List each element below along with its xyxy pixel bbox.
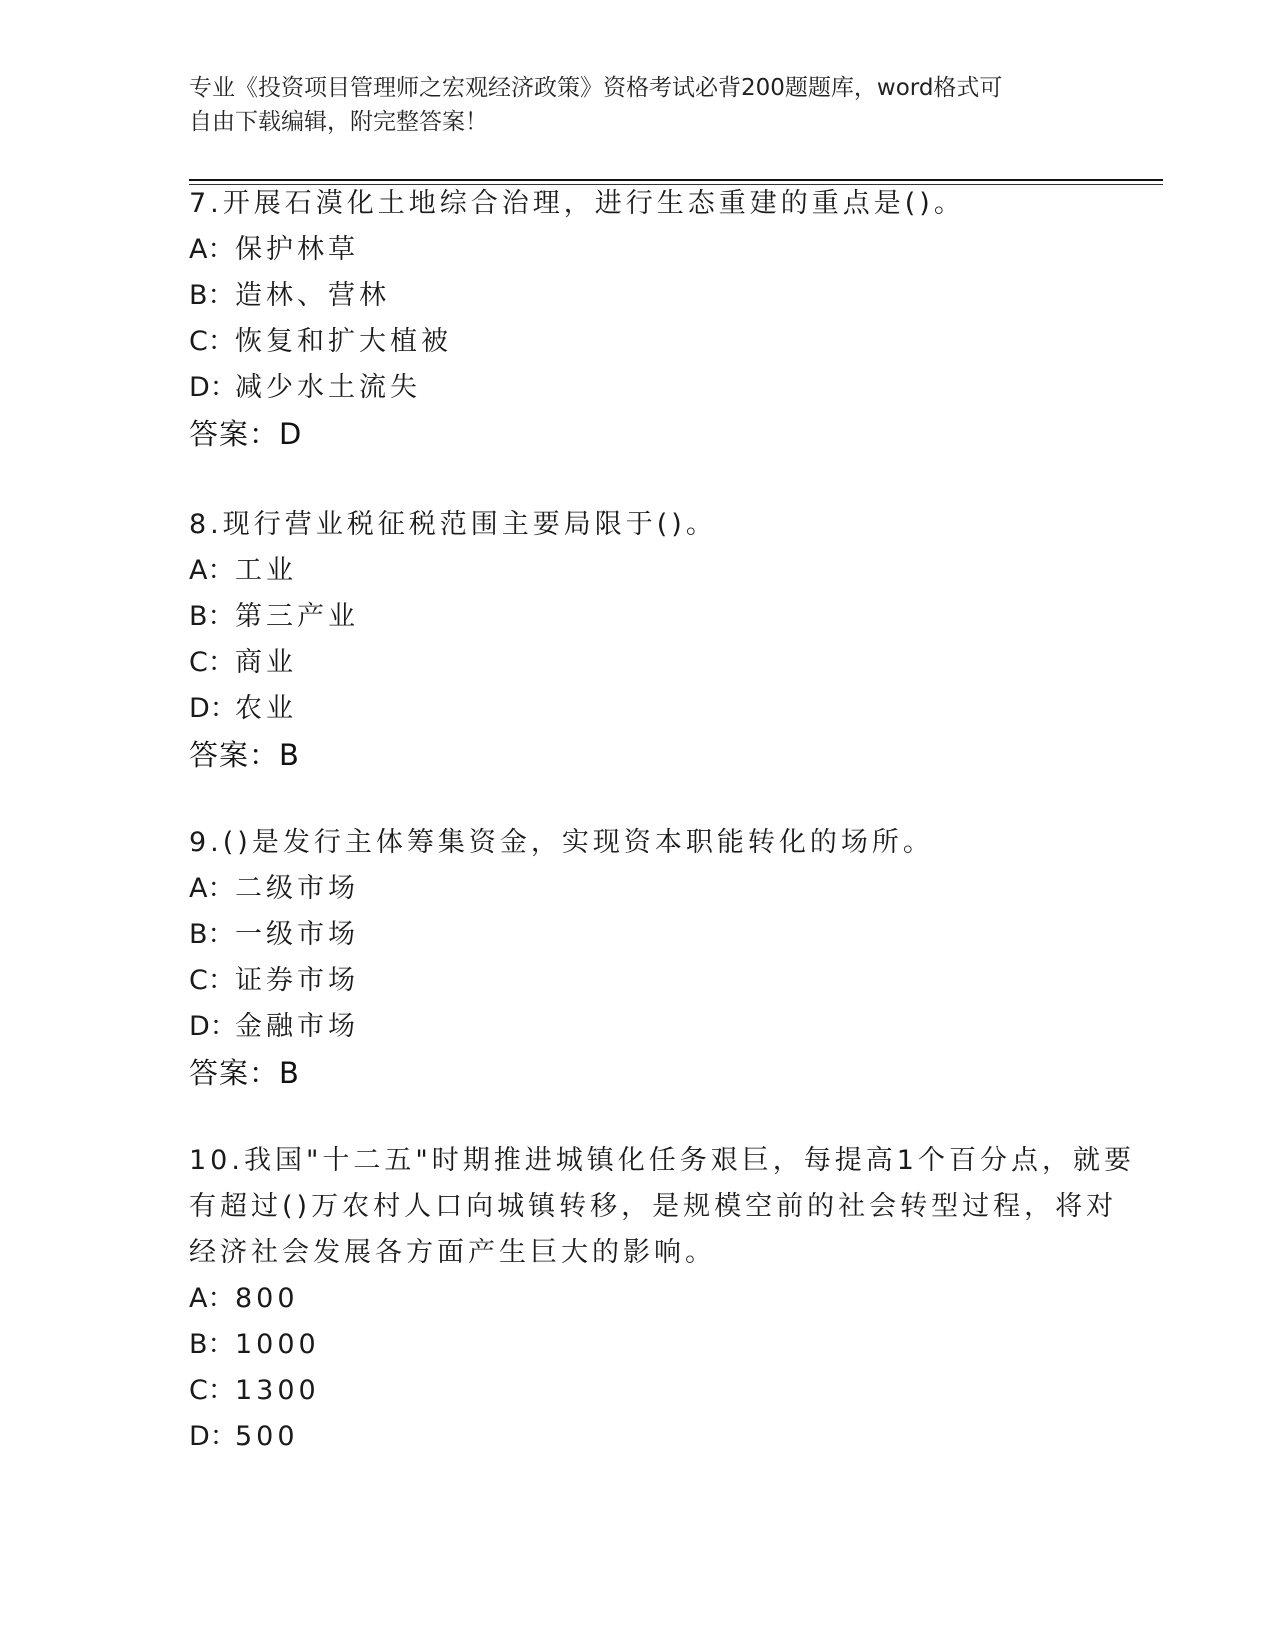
option-a — [189, 866, 1089, 912]
option-key: D： — [189, 372, 237, 403]
option-key: A： — [189, 555, 235, 586]
question-block — [189, 181, 1089, 457]
document-header — [189, 71, 1089, 139]
header-line: 自由下载编辑，附完整答案！ — [189, 109, 488, 135]
answer-label: 答案：D — [189, 417, 303, 451]
option-text: 金融市场 — [235, 1011, 359, 1042]
question-block — [189, 820, 1089, 1096]
question-stem: 经济社会发展各方面产生巨大的影响。 — [189, 1237, 716, 1268]
option-b — [189, 912, 1089, 958]
answer-label: 答案：B — [189, 1056, 300, 1090]
option-text: 证券市场 — [235, 965, 359, 996]
option-text: 恢复和扩大植被 — [235, 326, 452, 357]
option-text: 500 — [235, 1421, 299, 1452]
option-key: D： — [189, 1421, 237, 1452]
option-key: D： — [189, 693, 237, 724]
option-text: 1000 — [235, 1329, 320, 1360]
option-text: 二级市场 — [235, 873, 359, 904]
option-d — [189, 1414, 1089, 1460]
option-d — [189, 1004, 1089, 1050]
question-stem: 10.我国"十二五"时期推进城镇化任务艰巨，每提高1个百分点，就要 — [189, 1145, 1135, 1176]
option-text: 1300 — [235, 1375, 320, 1406]
question-block — [189, 502, 1089, 778]
option-text: 减少水土流失 — [235, 372, 421, 403]
option-a — [189, 1276, 1089, 1322]
option-text: 800 — [235, 1283, 299, 1314]
option-a — [189, 548, 1089, 594]
option-key: B： — [189, 601, 235, 632]
option-d — [189, 365, 1089, 411]
option-c — [189, 319, 1089, 365]
option-key: A： — [189, 1283, 235, 1314]
option-key: C： — [189, 1375, 235, 1406]
header-line: 专业《投资项目管理师之宏观经济政策》资格考试必背200题题库，word格式可 — [189, 75, 1003, 101]
option-key: B： — [189, 919, 235, 950]
option-key: C： — [189, 326, 235, 357]
option-key: A： — [189, 873, 235, 904]
option-text: 工业 — [235, 555, 297, 586]
option-d — [189, 686, 1089, 732]
option-key: A： — [189, 234, 235, 265]
option-text: 保护林草 — [235, 234, 359, 265]
option-key: C： — [189, 965, 235, 996]
option-text: 造林、营林 — [235, 280, 390, 311]
question-stem: 有超过()万农村人口向城镇转移，是规模空前的社会转型过程，将对 — [189, 1191, 1118, 1222]
option-text: 第三产业 — [235, 601, 359, 632]
option-key: C： — [189, 647, 235, 678]
question-block — [189, 1138, 1135, 1460]
option-a — [189, 227, 1089, 273]
question-stem: 7.开展石漠化土地综合治理，进行生态重建的重点是()。 — [189, 188, 965, 219]
option-c — [189, 958, 1089, 1004]
question-stem: 9.()是发行主体筹集资金，实现资本职能转化的场所。 — [189, 827, 934, 858]
option-b — [189, 594, 1089, 640]
option-c — [189, 1368, 1089, 1414]
question-stem: 8.现行营业税征税范围主要局限于()。 — [189, 509, 717, 540]
answer-label: 答案：B — [189, 738, 300, 772]
option-text: 农业 — [235, 693, 297, 724]
option-c — [189, 640, 1089, 686]
option-b — [189, 273, 1089, 319]
option-text: 商业 — [235, 647, 297, 678]
option-key: B： — [189, 1329, 235, 1360]
option-text: 一级市场 — [235, 919, 359, 950]
option-key: D： — [189, 1011, 237, 1042]
option-key: B： — [189, 280, 235, 311]
option-b — [189, 1322, 1089, 1368]
